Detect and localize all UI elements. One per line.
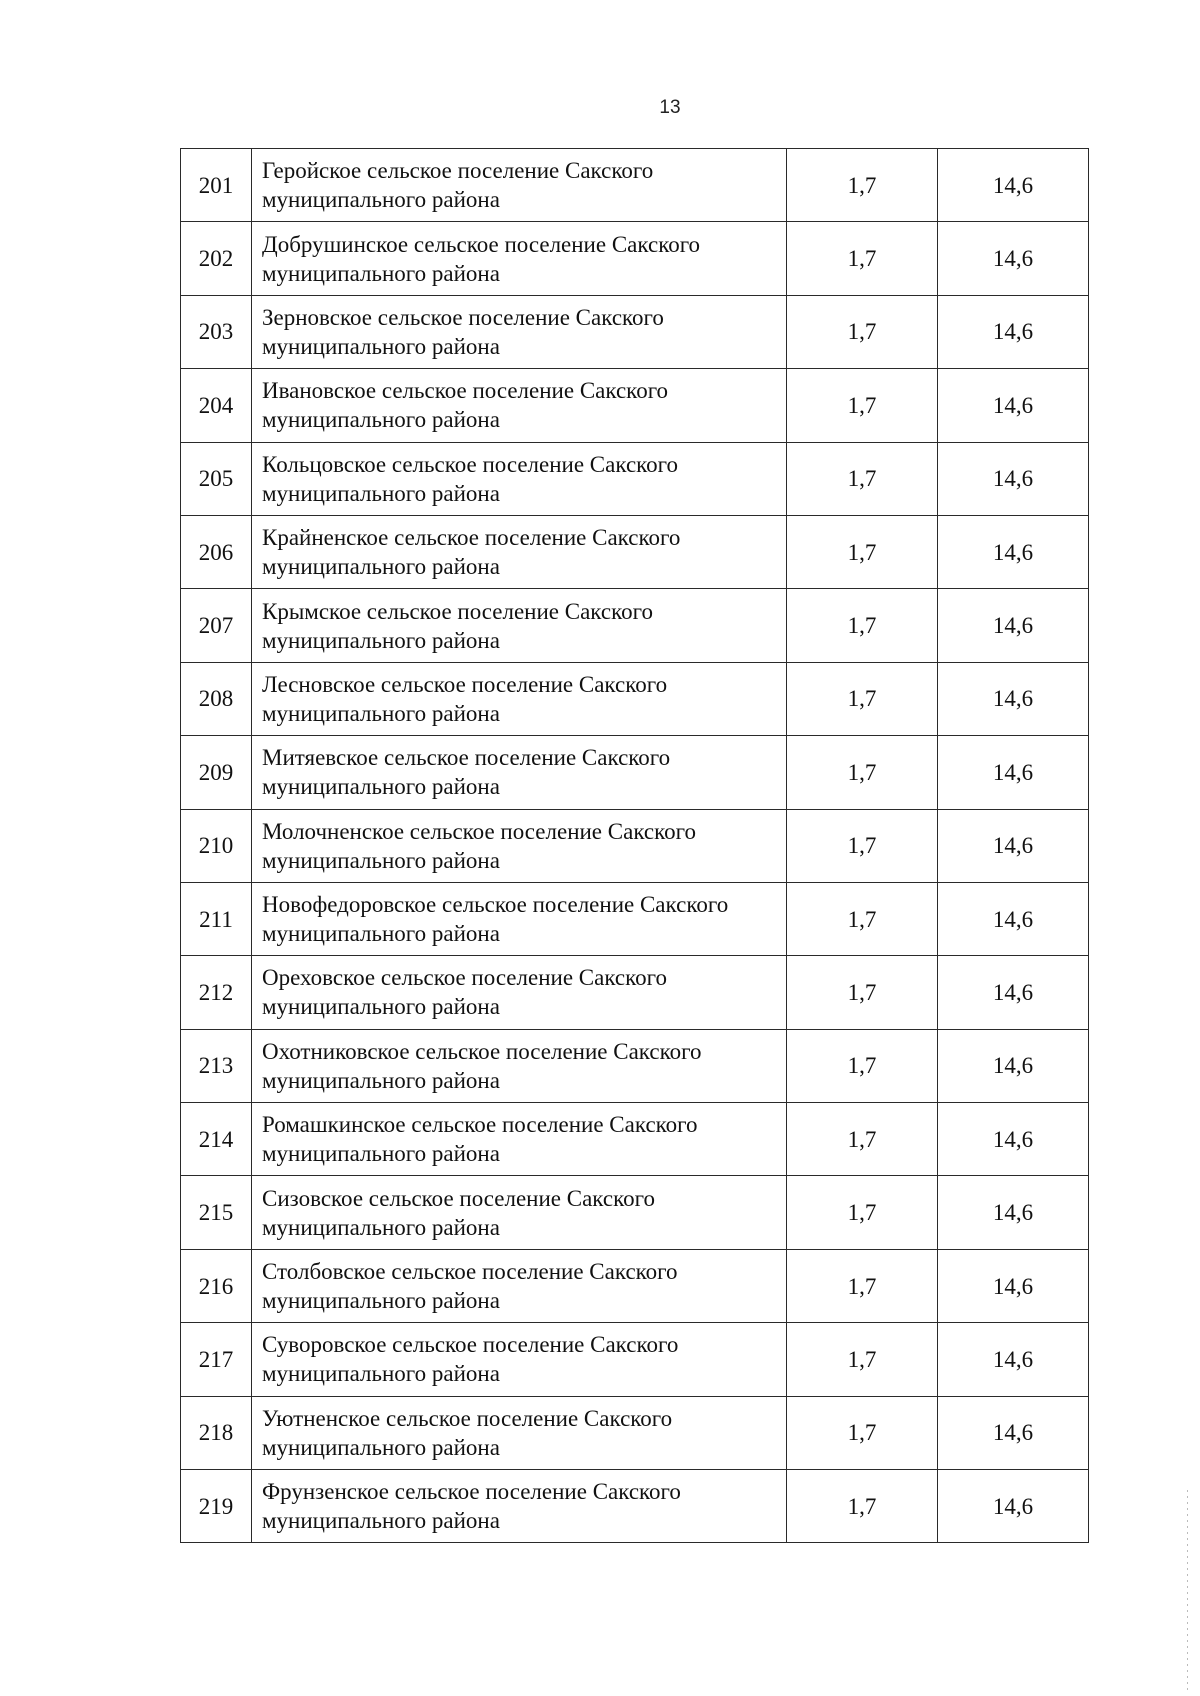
- settlement-name: Фрунзенское сельское поселение Сакского муниципального района: [252, 1470, 787, 1543]
- table-row: [181, 956, 1089, 1029]
- page-number: 13: [659, 97, 681, 118]
- value-cell-2: 14,6: [938, 589, 1089, 662]
- value-cell-2: 14,6: [938, 1103, 1089, 1176]
- settlement-name: Охотниковское сельское поселение Сакского муниципального района: [252, 1029, 787, 1102]
- table-row: [181, 149, 1089, 222]
- settlement-name: Сизовское сельское поселение Сакского муниципального района: [252, 1176, 787, 1249]
- settlement-name: Суворовское сельское поселение Сакского муниципального района: [252, 1323, 787, 1396]
- row-number: 210: [181, 809, 252, 882]
- settlement-name: Крымское сельское поселение Сакского муниципального района: [252, 589, 787, 662]
- table-row: [181, 1029, 1089, 1102]
- table-row: [181, 1176, 1089, 1249]
- value-cell-1: 1,7: [787, 1176, 938, 1249]
- value-cell-2: 14,6: [938, 1249, 1089, 1322]
- table-row: [181, 809, 1089, 882]
- value-cell-2: 14,6: [938, 809, 1089, 882]
- value-cell-2: 14,6: [938, 1323, 1089, 1396]
- table-body: [181, 149, 1089, 1543]
- settlement-name: Ивановское сельское поселение Сакского муниципального района: [252, 369, 787, 442]
- value-cell-2: 14,6: [938, 442, 1089, 515]
- row-number: 216: [181, 1249, 252, 1322]
- value-cell-1: 1,7: [787, 1029, 938, 1102]
- settlement-name: Геройское сельское поселение Сакского муниципального района: [252, 149, 787, 222]
- value-cell-2: 14,6: [938, 222, 1089, 295]
- table-row: [181, 515, 1089, 588]
- table-row: [181, 1249, 1089, 1322]
- settlement-name: Лесновское сельское поселение Сакского муниципального района: [252, 662, 787, 735]
- value-cell-1: 1,7: [787, 736, 938, 809]
- row-number: 208: [181, 662, 252, 735]
- table-row: [181, 589, 1089, 662]
- table-row: [181, 222, 1089, 295]
- value-cell-1: 1,7: [787, 295, 938, 368]
- settlements-table: [180, 148, 1089, 1543]
- row-number: 218: [181, 1396, 252, 1469]
- row-number: 207: [181, 589, 252, 662]
- value-cell-1: 1,7: [787, 662, 938, 735]
- row-number: 211: [181, 882, 252, 955]
- table-row: [181, 295, 1089, 368]
- table-row: [181, 662, 1089, 735]
- row-number: 219: [181, 1470, 252, 1543]
- table-row: [181, 442, 1089, 515]
- row-number: 212: [181, 956, 252, 1029]
- scan-edge-mark: [1187, 1490, 1188, 1690]
- value-cell-2: 14,6: [938, 1176, 1089, 1249]
- value-cell-1: 1,7: [787, 1323, 938, 1396]
- value-cell-1: 1,7: [787, 222, 938, 295]
- value-cell-2: 14,6: [938, 956, 1089, 1029]
- value-cell-1: 1,7: [787, 1470, 938, 1543]
- value-cell-1: 1,7: [787, 809, 938, 882]
- row-number: 203: [181, 295, 252, 368]
- value-cell-2: 14,6: [938, 515, 1089, 588]
- value-cell-1: 1,7: [787, 589, 938, 662]
- row-number: 202: [181, 222, 252, 295]
- settlement-name: Добрушинское сельское поселение Сакского муниципального района: [252, 222, 787, 295]
- table-row: [181, 1396, 1089, 1469]
- value-cell-2: 14,6: [938, 295, 1089, 368]
- value-cell-1: 1,7: [787, 515, 938, 588]
- value-cell-2: 14,6: [938, 882, 1089, 955]
- row-number: 215: [181, 1176, 252, 1249]
- table-row: [181, 1470, 1089, 1543]
- settlement-name: Молочненское сельское поселение Сакского муниципального района: [252, 809, 787, 882]
- value-cell-1: 1,7: [787, 149, 938, 222]
- row-number: 201: [181, 149, 252, 222]
- value-cell-2: 14,6: [938, 736, 1089, 809]
- table-row: [181, 1103, 1089, 1176]
- value-cell-2: 14,6: [938, 662, 1089, 735]
- settlement-name: Ореховское сельское поселение Сакского муниципального района: [252, 956, 787, 1029]
- value-cell-1: 1,7: [787, 442, 938, 515]
- table-row: [181, 1323, 1089, 1396]
- settlement-name: Зерновское сельское поселение Сакского муниципального района: [252, 295, 787, 368]
- value-cell-2: 14,6: [938, 1029, 1089, 1102]
- value-cell-2: 14,6: [938, 369, 1089, 442]
- row-number: 213: [181, 1029, 252, 1102]
- row-number: 214: [181, 1103, 252, 1176]
- table-row: [181, 369, 1089, 442]
- value-cell-1: 1,7: [787, 956, 938, 1029]
- row-number: 217: [181, 1323, 252, 1396]
- settlement-name: Митяевское сельское поселение Сакского муниципального района: [252, 736, 787, 809]
- row-number: 205: [181, 442, 252, 515]
- settlement-name: Крайненское сельское поселение Сакского муниципального района: [252, 515, 787, 588]
- settlement-name: Новофедоровское сельское поселение Сакского муниципального района: [252, 882, 787, 955]
- settlement-name: Столбовское сельское поселение Сакского муниципального района: [252, 1249, 787, 1322]
- row-number: 209: [181, 736, 252, 809]
- table-row: [181, 736, 1089, 809]
- value-cell-1: 1,7: [787, 1103, 938, 1176]
- table-row: [181, 882, 1089, 955]
- value-cell-1: 1,7: [787, 882, 938, 955]
- value-cell-2: 14,6: [938, 1396, 1089, 1469]
- row-number: 204: [181, 369, 252, 442]
- value-cell-1: 1,7: [787, 1249, 938, 1322]
- settlement-name: Ромашкинское сельское поселение Сакского муниципального района: [252, 1103, 787, 1176]
- value-cell-2: 14,6: [938, 149, 1089, 222]
- value-cell-2: 14,6: [938, 1470, 1089, 1543]
- value-cell-1: 1,7: [787, 1396, 938, 1469]
- row-number: 206: [181, 515, 252, 588]
- settlement-name: Кольцовское сельское поселение Сакского муниципального района: [252, 442, 787, 515]
- settlement-name: Уютненское сельское поселение Сакского муниципального района: [252, 1396, 787, 1469]
- value-cell-1: 1,7: [787, 369, 938, 442]
